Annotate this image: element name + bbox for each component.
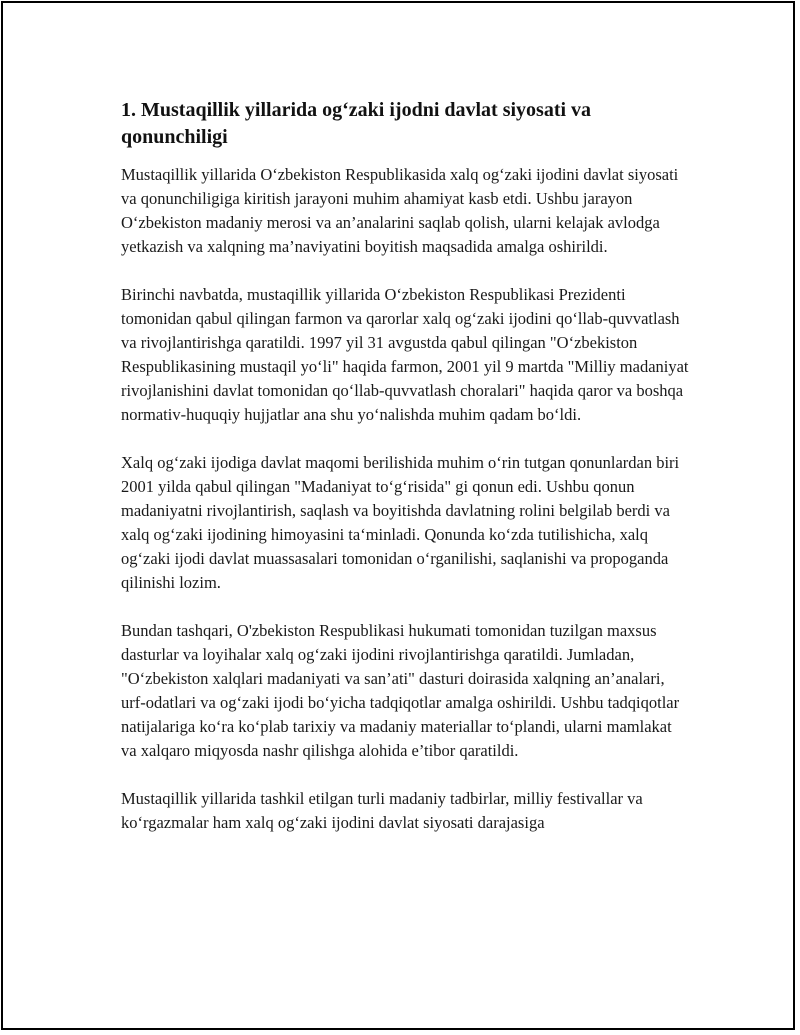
paragraph-5: Mustaqillik yillarida tashkil etilgan turli madaniy tadbirlar, milliy festivallar va ko‘rgazmalar ham xalq og‘zaki ijodini davlat siyosati darajasiga [121,789,643,832]
section-heading: 1. Mustaqillik yillarida og‘zaki ijodni davlat siyosati va qonunchiligi [121,99,592,148]
paragraph-4: Bundan tashqari, O'zbekiston Respublikasi hukumati tomonidan tuzilgan maxsus dasturlar va loyihalar xalq og‘zaki ijodini rivojlantirishga qaratildi. Jumladan, "O‘zbekiston xalqlari madaniyati va san’ati" dasturi doirasida xalqning an’analari, urf-odatlari va og‘zaki ijodi bo‘yicha tadqiqotlar amalga oshirildi. Ushbu tadqiqotlar natijalariga ko‘ra ko‘plab tarixiy va madaniy materiallar to‘plandi, ularni mamlakat va xalqaro miqyosda nashr qilishga alohida e’tibor qaratildi. [121,621,680,760]
paragraph-2: Birinchi navbatda, mustaqillik yillarida O‘zbekiston Respublikasi Prezidenti tomonidan qabul qilingan farmon va qarorlar xalq og‘zaki ijodini qo‘llab-quvvatlash va rivojlantirishga qaratildi. 1997 yil 31 avgustda qabul qilingan "O‘zbekiston Respublikasining mustaqil yo‘li" haqida farmon, 2001 yil 9 martda "Milliy madaniyat rivojlanishini davlat tomonidan qo‘llab-quvvatlash choralari" haqida qaror va boshqa normativ-huquqiy hujjatlar ana shu yo‘nalishda muhim qadam bo‘ldi. [121,285,689,424]
page-frame [1,1,795,1030]
document-body [121,97,689,859]
paragraph-1: Mustaqillik yillarida O‘zbekiston Respublikasida xalq og‘zaki ijodini davlat siyosati va qonunchiligiga kiritish jarayoni muhim ahamiyat kasb etdi. Ushbu jarayon O‘zbekiston madaniy merosi va an’analarini saqlab qolish, ularni kelajak avlodga yetkazish va xalqning ma’naviyatini boyitish maqsadida amalga oshirildi. [121,165,679,256]
paragraph-3: Xalq og‘zaki ijodiga davlat maqomi berilishida muhim o‘rin tutgan qonunlardan biri 2001 yilda qabul qilingan "Madaniyat to‘g‘risida" gi qonun edi. Ushbu qonun madaniyatni rivojlantirish, saqlash va boyitishda davlatning rolini belgilab berdi va xalq og‘zaki ijodining himoyasini ta‘minladi. Qonunda ko‘zda tutilishicha, xalq og‘zaki ijodi davlat muassasalari tomonidan o‘rganilishi, saqlanishi va propoganda qilinishi lozim. [121,453,680,592]
